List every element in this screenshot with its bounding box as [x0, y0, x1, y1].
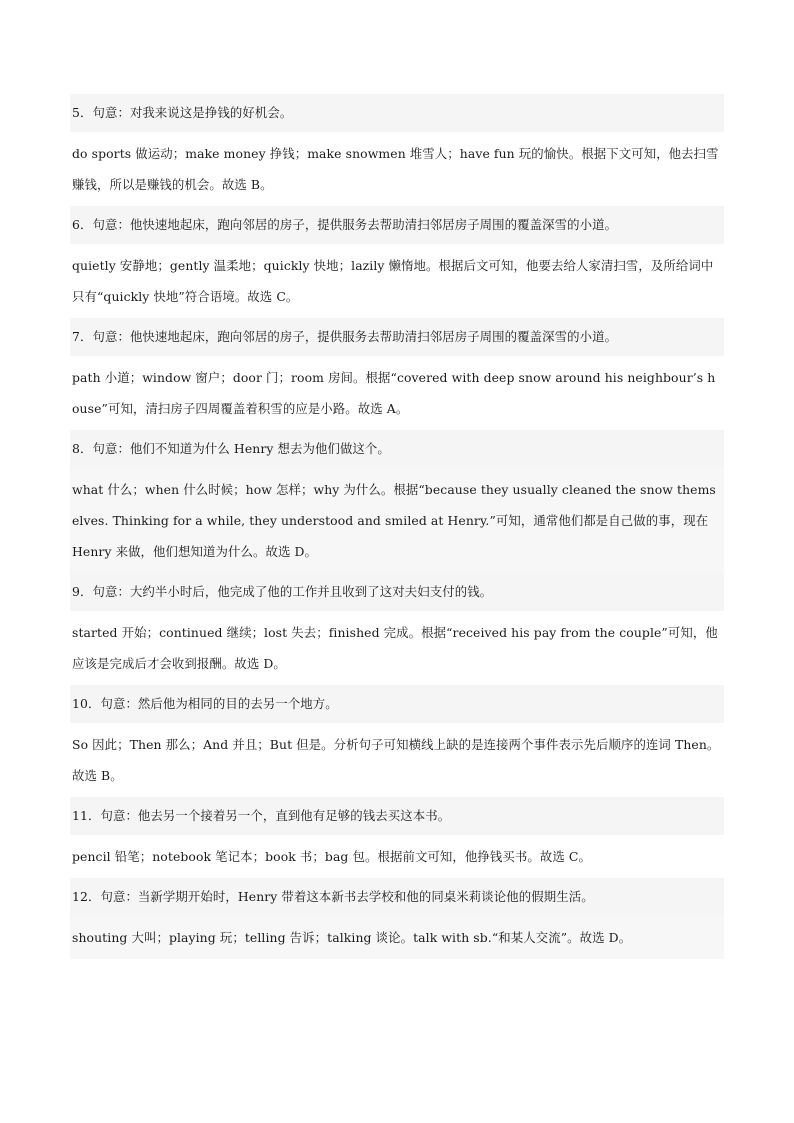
item-10-meaning: 10．句意：然后他为相同的目的去另一个地方。 — [70, 685, 724, 723]
item-8-meaning: 8．句意：他们不知道为什么 Henry 想去为他们做这个。 — [70, 430, 724, 468]
item-9-meaning: 9．句意：大约半小时后，他完成了他的工作并且收到了这对夫妇支付的钱。 — [70, 573, 724, 611]
item-11-meaning: 11．句意：他去另一个接着另一个，直到他有足够的钱去买这本书。 — [70, 797, 724, 835]
item-7-meaning: 7．句意：他快速地起床，跑向邻居的房子，提供服务去帮助清扫邻居房子周围的覆盖深雪的小道。 — [70, 318, 724, 356]
item-12-meaning: 12．句意：当新学期开始时，Henry 带着这本新书去学校和他的同桌米莉谈论他的假期生活。 — [70, 878, 724, 916]
item-5-analysis: do sports 做运动；make money 挣钱；make snowmen 堆雪人；have fun 玩的愉快。根据下文可知，他去扫雪赚钱，所以是赚钱的机会。故选 B。 — [70, 132, 724, 206]
item-5-meaning: 5．句意：对我来说这是挣钱的好机会。 — [70, 94, 724, 132]
item-9-analysis: started 开始；continued 继续；lost 失去；finished 完成。根据“received his pay from the couple”可知，他应该是完成后才会收到报酬。故选 D。 — [70, 611, 724, 685]
answer-explanations — [70, 94, 724, 959]
item-6-analysis: quietly 安静地；gently 温柔地；quickly 快地；lazily 懒惰地。根据后文可知，他要去给人家清扫雪，及所给词中只有“quickly 快地”符合语境。故选 C。 — [70, 244, 724, 318]
item-7-analysis: path 小道；window 窗户；door 门；room 房间。根据“covered with deep snow around his neighbour’s house”可知，清扫房子四周覆盖着积雪的应是小路。故选 A。 — [70, 356, 724, 430]
item-11-analysis: pencil 铅笔；notebook 笔记本；book 书；bag 包。根据前文可知，他挣钱买书。故选 C。 — [70, 835, 724, 878]
item-10-analysis: So 因此；Then 那么；And 并且；But 但是。分析句子可知横线上缺的是连接两个事件表示先后顺序的连词 Then。故选 B。 — [70, 723, 724, 797]
item-6-meaning: 6．句意：他快速地起床，跑向邻居的房子，提供服务去帮助清扫邻居房子周围的覆盖深雪的小道。 — [70, 206, 724, 244]
item-12-analysis: shouting 大叫；playing 玩；telling 告诉；talking 谈论。talk with sb.“和某人交流”。故选 D。 — [70, 916, 724, 959]
item-8-analysis: what 什么；when 什么时候；how 怎样；why 为什么。根据“because they usually cleaned the snow themselves. Thinking for a while, they understood and smiled at Henry.”可知，通常他们都是自己做的事，现在 Henry 来做，他们想知道为什么。故选 D。 — [70, 468, 724, 573]
